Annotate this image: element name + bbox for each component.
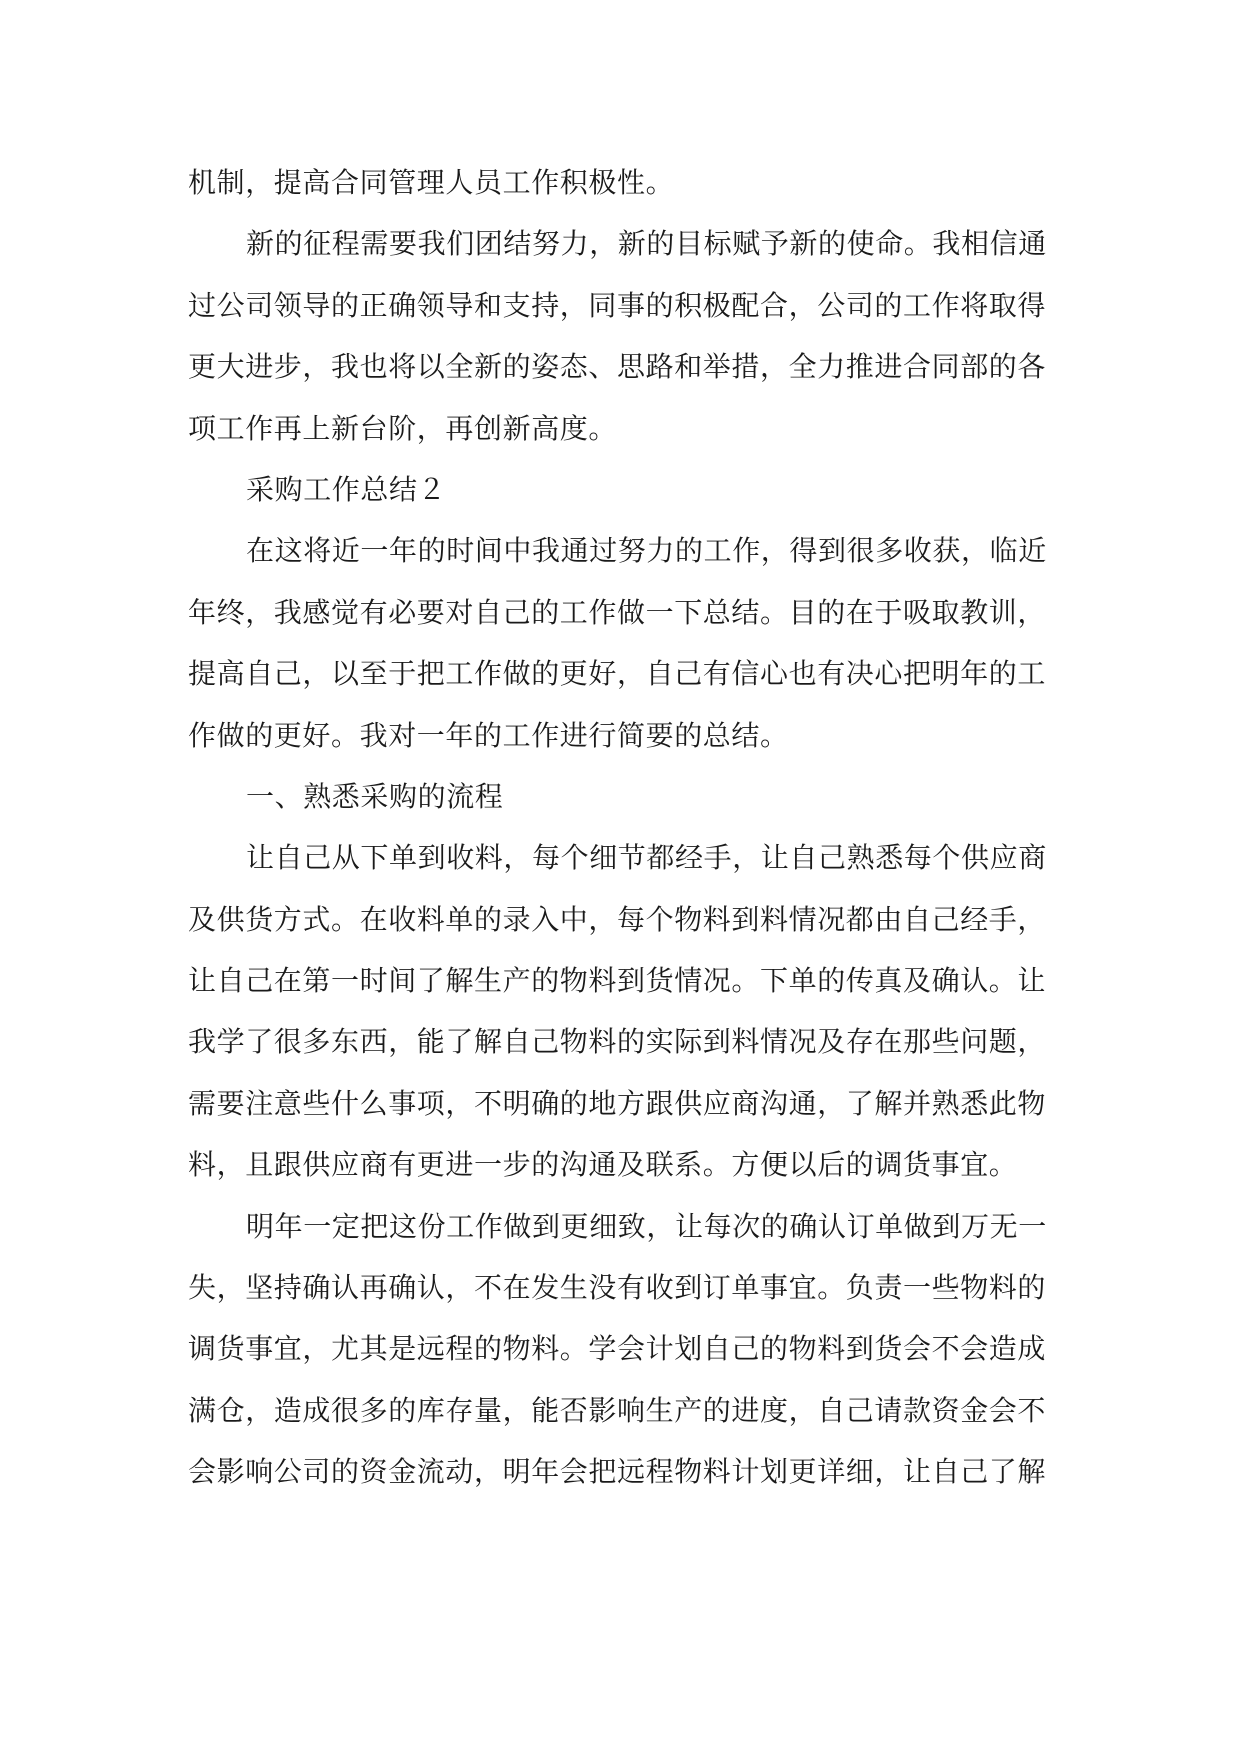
text-line: 我学了很多东西，能了解自己物料的实际到料情况及存在那些问题， — [188, 1025, 1047, 1059]
paragraph-start-line: 新的征程需要我们团结努力，新的目标赋予新的使命。我相信通 — [246, 227, 1047, 261]
text-line: 项工作再上新台阶，再创新高度。 — [188, 411, 618, 445]
text-line: 会影响公司的资金流动，明年会把远程物料计划更详细，让自己了解 — [188, 1455, 1047, 1489]
text-line: 需要注意些什么事项，不明确的地方跟供应商沟通，了解并熟悉此物 — [188, 1086, 1047, 1120]
text-line: 更大进步，我也将以全新的姿态、思路和举措，全力推进合同部的各 — [188, 350, 1047, 384]
text-line: 失，坚持确认再确认，不在发生没有收到订单事宜。负责一些物料的 — [188, 1271, 1047, 1305]
text-line: 满仓，造成很多的库存量，能否影响生产的进度，自己请款资金会不 — [188, 1393, 1047, 1427]
text-line: 及供货方式。在收料单的录入中，每个物料到料情况都由自己经手， — [188, 902, 1047, 936]
text-line: 机制，提高合同管理人员工作积极性。 — [188, 166, 675, 199]
text-line: 料，且跟供应商有更进一步的沟通及联系。方便以后的调货事宜。 — [188, 1148, 1018, 1182]
paragraph-start-line: 在这将近一年的时间中我通过努力的工作，得到很多收获，临近 — [246, 534, 1047, 568]
paragraph-start-line: 明年一定把这份工作做到更细致，让每次的确认订单做到万无一 — [246, 1209, 1047, 1243]
section-heading: 采购工作总结２ — [246, 472, 447, 506]
text-line: 调货事宜，尤其是远程的物料。学会计划自己的物料到货会不会造成 — [188, 1332, 1047, 1366]
subsection-heading: 一、熟悉采购的流程 — [246, 779, 504, 813]
document-body — [188, 152, 1054, 1503]
paragraph-start-line: 让自己从下单到收料，每个细节都经手，让自己熟悉每个供应商 — [246, 841, 1047, 875]
text-line: 提高自己，以至于把工作做的更好，自己有信心也有决心把明年的工 — [188, 657, 1047, 691]
text-line: 过公司领导的正确领导和支持，同事的积极配合，公司的工作将取得 — [188, 288, 1047, 322]
text-line: 作做的更好。我对一年的工作进行简要的总结。 — [188, 718, 789, 752]
text-line: 让自己在第一时间了解生产的物料到货情况。下单的传真及确认。让 — [188, 964, 1047, 998]
text-line: 年终，我感觉有必要对自己的工作做一下总结。目的在于吸取教训， — [188, 595, 1047, 629]
